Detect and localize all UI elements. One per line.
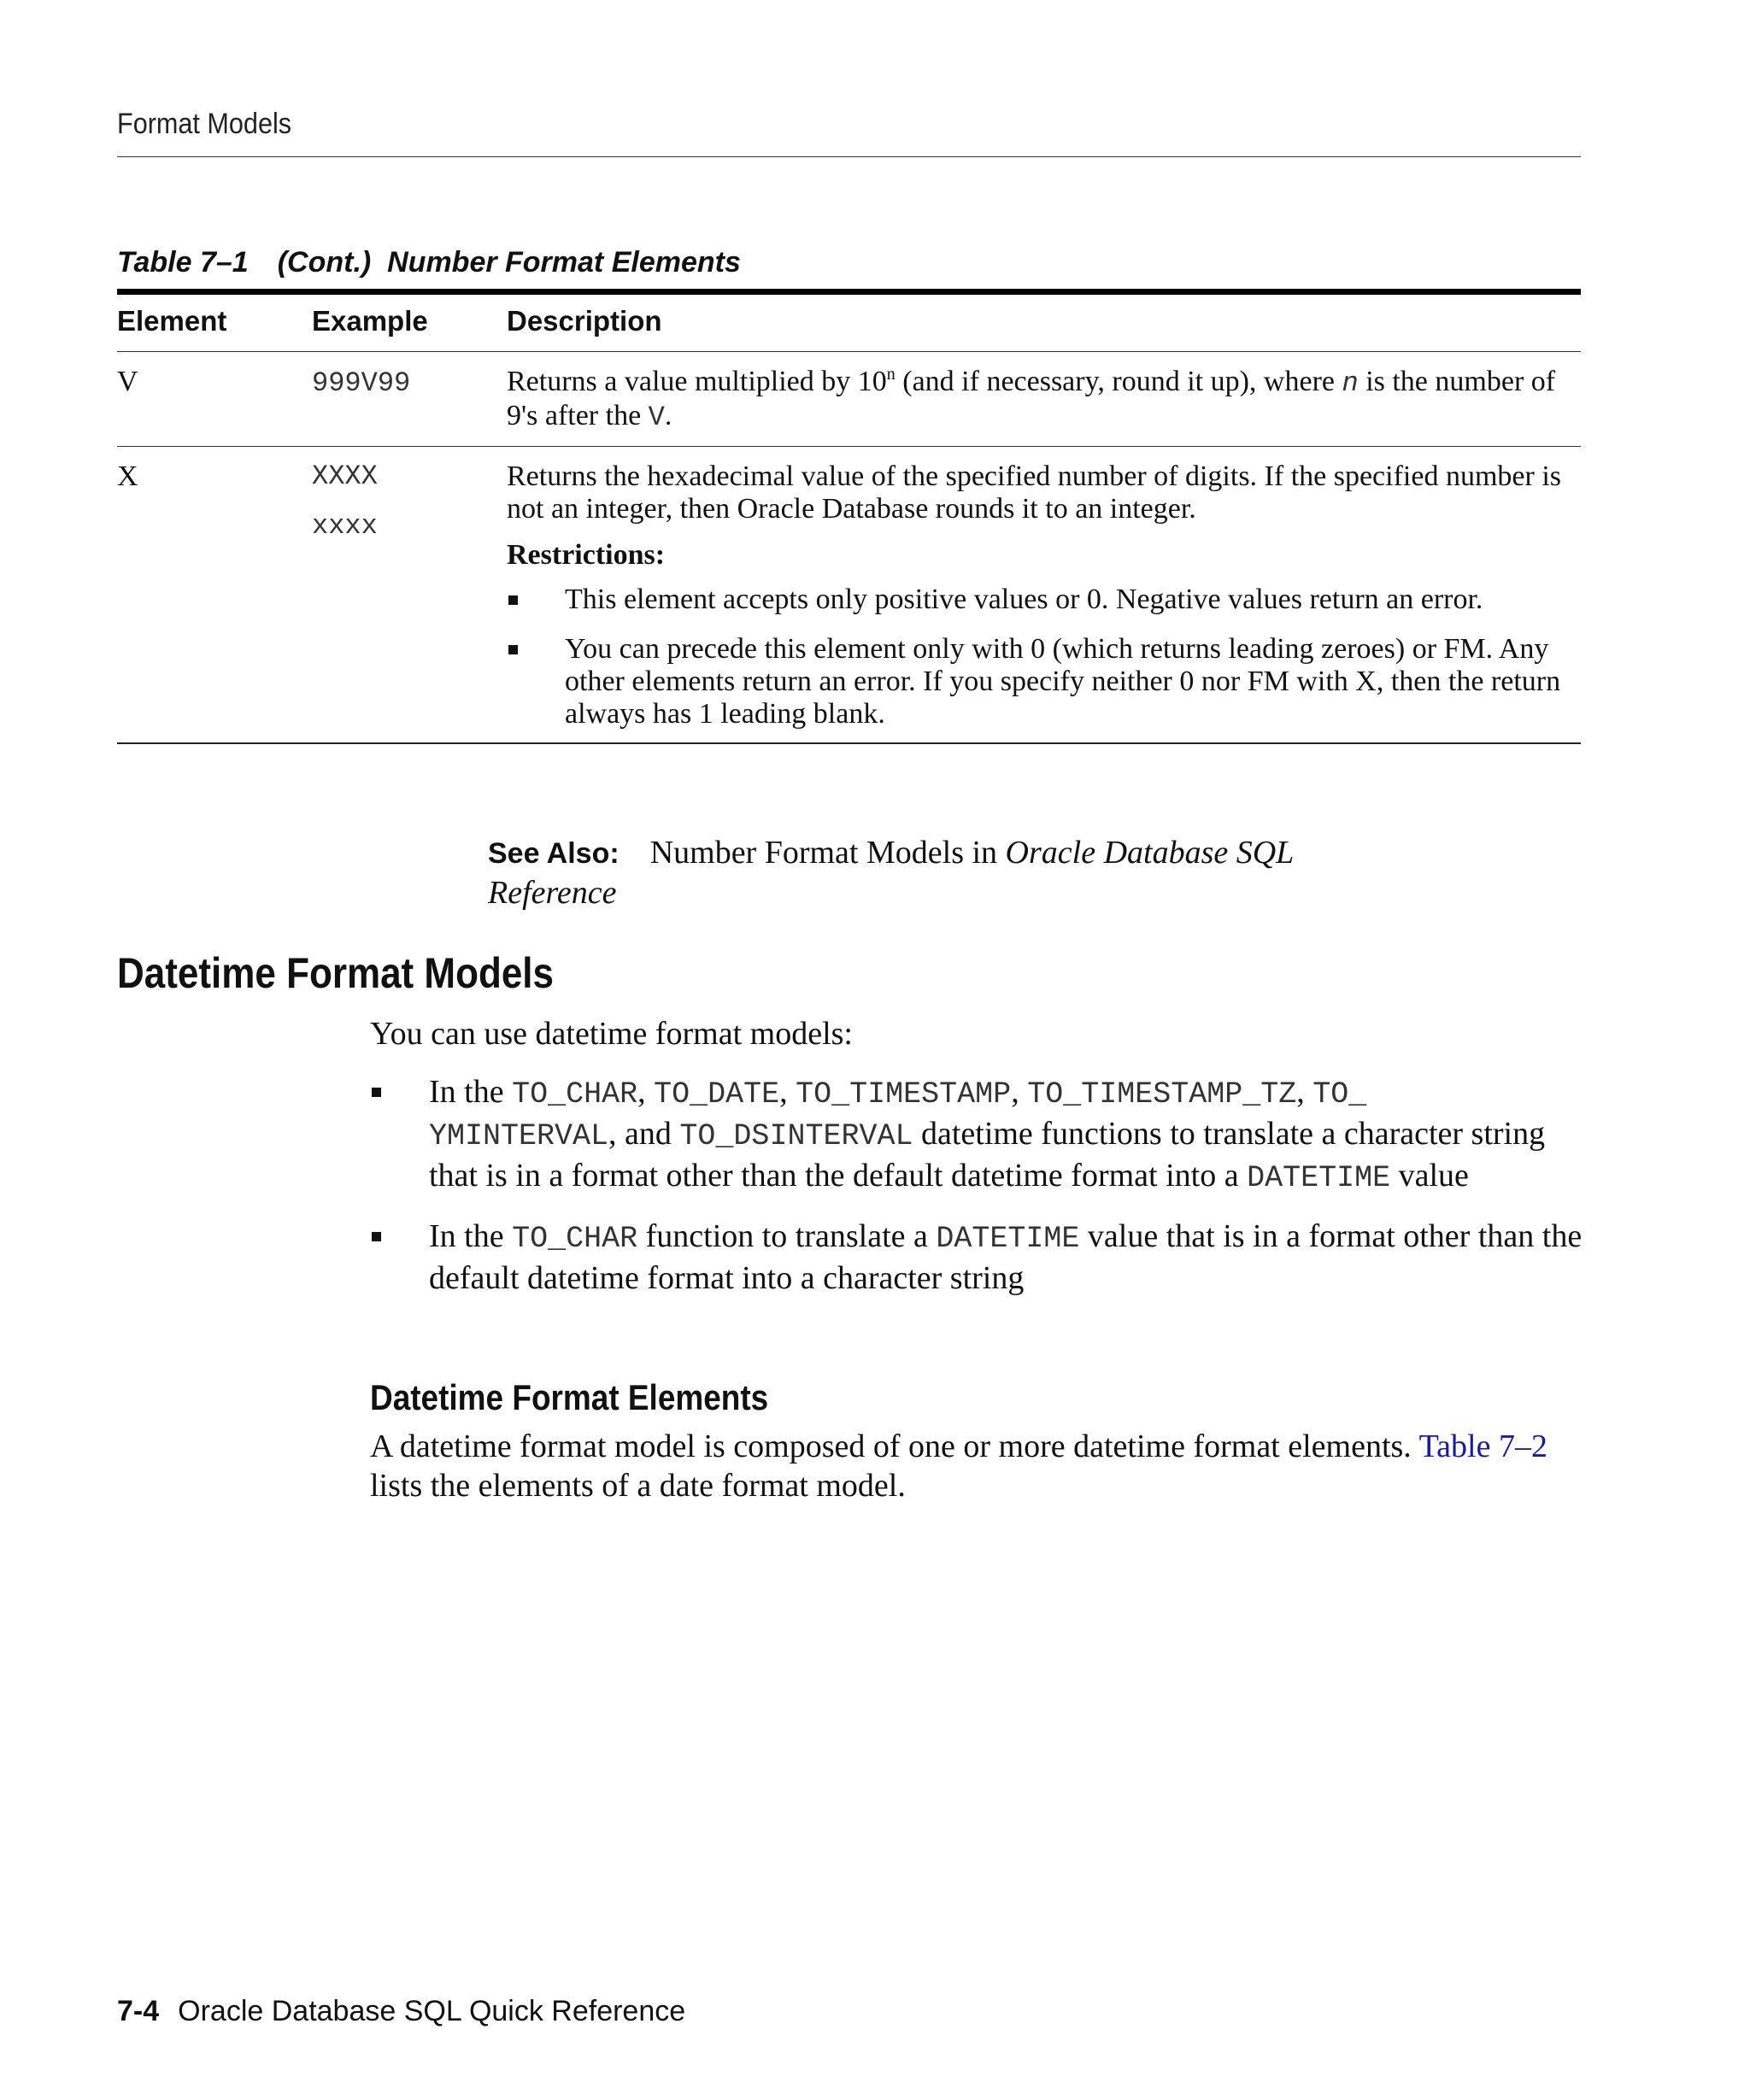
list-item-text: You can precede this element only with 0 (which returns leading zeroes) or FM. Any other elements return an error. If you specify neither 0 nor FM with X, then the return always has 1 leading blank. <box>565 633 1561 730</box>
code-term: TO_TIMESTAMP <box>796 1077 1012 1112</box>
section-heading: Datetime Format Models <box>117 949 554 997</box>
text-part: In the <box>429 1218 513 1254</box>
see-also-book-title: Oracle Database SQL Reference <box>488 835 1294 911</box>
code-term: TO_ <box>1312 1077 1367 1112</box>
table-7-2-link[interactable]: Table 7–2 <box>1418 1428 1547 1464</box>
code-term: YMINTERVAL <box>429 1119 609 1153</box>
bullet-icon <box>372 1232 381 1241</box>
code-term: TO_TIMESTAMP_TZ <box>1027 1077 1297 1112</box>
restrictions-list <box>507 584 1581 730</box>
text-part: datetime functions to translate a character string that is in a format other than the default datetime format into a <box>429 1116 1546 1194</box>
see-also-text: Number Format Models in <box>649 835 1006 871</box>
example-cell <box>312 447 507 744</box>
list-item <box>370 1072 1583 1198</box>
text-part: In the <box>429 1074 513 1110</box>
example-code: XXXX <box>312 460 378 492</box>
list-item-text: This element accepts only positive values or 0. Negative values return an error. <box>565 584 1483 615</box>
page-footer <box>117 1995 685 2028</box>
text-part: , <box>1011 1074 1028 1110</box>
example-cell <box>312 352 507 447</box>
code-term: DATETIME <box>936 1222 1080 1256</box>
text-part: , and <box>608 1116 680 1152</box>
description-cell <box>507 447 1581 744</box>
page-number: 7-4 <box>117 1995 160 2027</box>
table-caption <box>117 246 741 279</box>
restrictions-label: Restrictions: <box>507 539 666 571</box>
book-title: Oracle Database SQL Quick Reference <box>178 1995 686 2027</box>
desc-code: n <box>1342 367 1359 399</box>
bullet-icon <box>508 595 518 605</box>
table-caption-number: Table 7–1 <box>117 246 249 279</box>
code-term: DATETIME <box>1247 1161 1391 1195</box>
list-item <box>370 1217 1583 1298</box>
desc-part: is the number of 9's after the <box>507 366 1556 431</box>
example-code: 999V99 <box>312 367 411 399</box>
description-text <box>507 366 1581 434</box>
usage-list <box>370 1072 1583 1317</box>
code-term: TO_DSINTERVAL <box>679 1119 913 1153</box>
desc-part: . <box>664 400 672 431</box>
description-text: Returns the hexadecimal value of the specified number of digits. If the specified number is not an integer, then Oracle Database rounds it to an integer. <box>507 460 1561 525</box>
text-part: value that is in a format other than the default datetime format into a character string <box>429 1218 1583 1296</box>
superscript-n: n <box>886 365 896 384</box>
table-row <box>117 447 1581 744</box>
text-part: value <box>1390 1158 1469 1194</box>
description-cell <box>507 352 1581 447</box>
see-also-note <box>488 833 1428 912</box>
text-part: , <box>779 1074 796 1110</box>
list-item <box>507 633 1581 730</box>
header-example: Example <box>312 292 507 352</box>
table-header-row <box>117 292 1581 352</box>
text-part: lists the elements of a date format model. <box>370 1468 906 1504</box>
table-row <box>117 352 1581 447</box>
desc-part: (and if necessary, round it up), where <box>895 366 1342 397</box>
table-caption-title: (Cont.) Number Format Elements <box>277 246 741 279</box>
example-code: xxxx <box>312 510 378 542</box>
element-cell: X <box>117 460 138 492</box>
element-cell: V <box>117 352 312 447</box>
header-rule <box>117 156 1581 157</box>
text-part: function to translate a <box>637 1218 937 1254</box>
desc-code: V <box>648 402 665 433</box>
bullet-icon <box>508 645 518 654</box>
code-term: TO_CHAR <box>512 1222 638 1256</box>
subsection-paragraph <box>370 1427 1583 1505</box>
text-part: A datetime format model is composed of one or more datetime format elements. <box>370 1428 1419 1464</box>
number-format-table-wrap <box>117 289 1581 744</box>
header-element: Element <box>117 292 312 352</box>
desc-part: Returns a value multiplied by 10 <box>507 366 887 397</box>
text-part: , <box>637 1074 655 1110</box>
bullet-icon <box>372 1088 381 1097</box>
text-part: , <box>1296 1074 1313 1110</box>
subsection-heading: Datetime Format Elements <box>370 1377 769 1417</box>
section-intro: You can use datetime format models: <box>370 1016 853 1052</box>
number-format-table <box>117 289 1581 744</box>
code-term: TO_DATE <box>654 1077 780 1112</box>
code-term: TO_CHAR <box>512 1077 638 1112</box>
running-header: Format Models <box>117 108 292 140</box>
header-description: Description <box>507 292 1581 352</box>
see-also-label: See Also: <box>488 837 620 870</box>
list-item <box>507 584 1581 616</box>
